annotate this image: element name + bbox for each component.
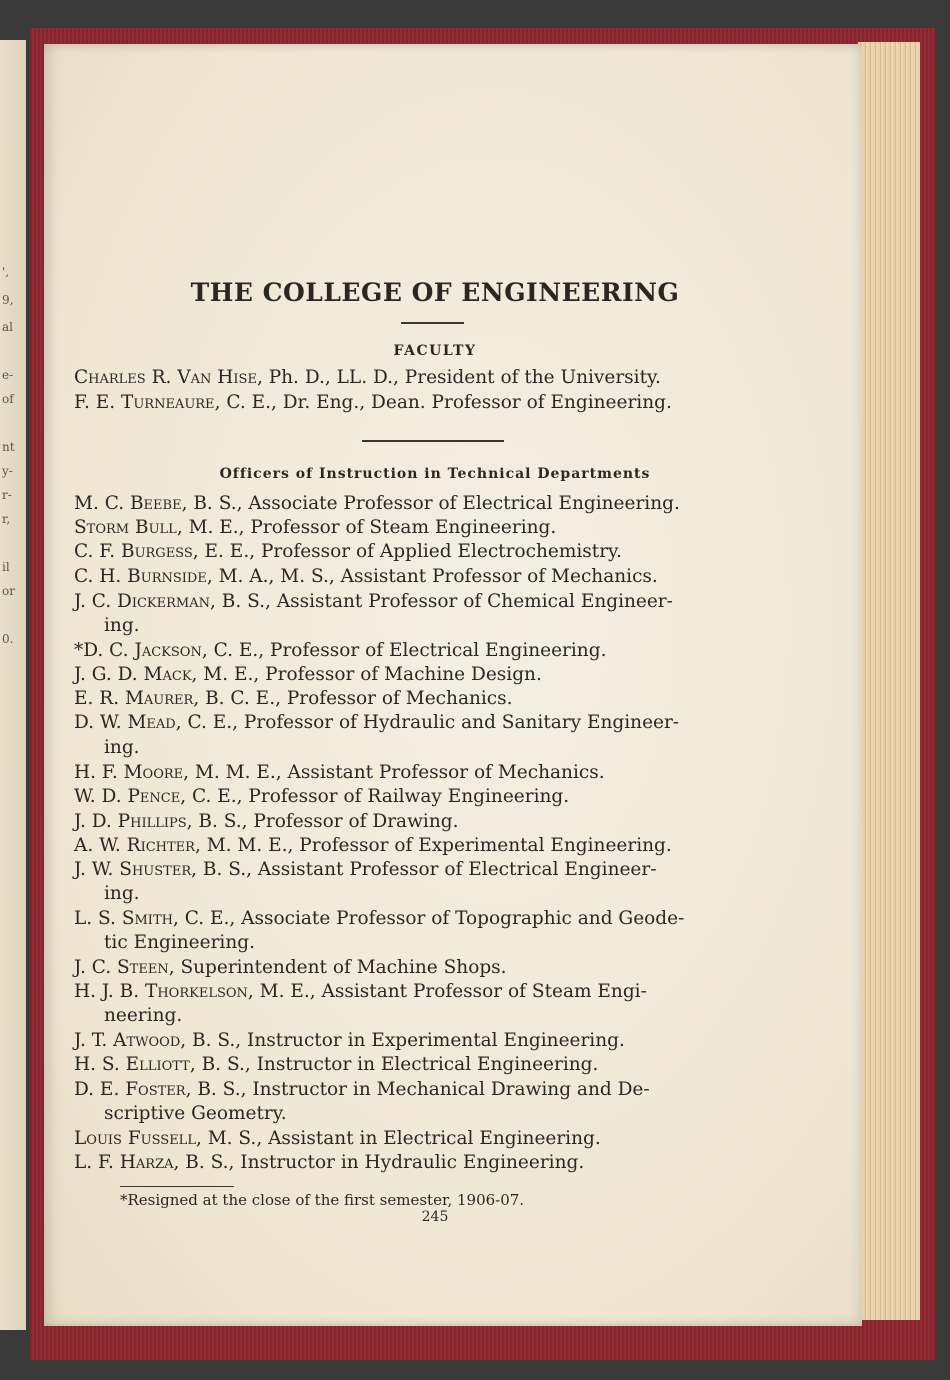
officer-entry bbox=[74, 980, 647, 1005]
officer-entry bbox=[74, 516, 556, 541]
officer-details: , M. M. E., Professor of Experimental Engineering. bbox=[194, 835, 672, 856]
officer-details: , B. S., Assistant Professor of Chemical Engineer- bbox=[209, 591, 673, 612]
officer-details: , B. S., Instructor in Hydraulic Engineering. bbox=[173, 1152, 585, 1173]
officer-details: , C. E., Professor of Hydraulic and Sanitary Engineer- bbox=[175, 712, 680, 733]
officer-entry-continuation: neering. bbox=[104, 1005, 183, 1026]
officer-details: , M. E., Assistant Professor of Steam Engi- bbox=[247, 981, 647, 1002]
officer-entry bbox=[74, 565, 658, 590]
officer-details: , M. S., Assistant in Electrical Engineering. bbox=[195, 1128, 601, 1149]
title-rule bbox=[401, 322, 464, 324]
left-page-fragment: or bbox=[2, 584, 15, 598]
faculty-details: , C. E., Dr. Eng., Dean. Professor of Engineering. bbox=[214, 392, 672, 413]
officer-entry-continuation: tic Engineering. bbox=[104, 932, 255, 953]
officer-name: J. C. Dickerman bbox=[74, 591, 210, 612]
officer-name: Storm Bull bbox=[74, 517, 177, 538]
officer-entry bbox=[74, 687, 513, 712]
officer-details: , C. E., Associate Professor of Topographic and Geode- bbox=[172, 908, 685, 929]
officer-name: D. E. Foster bbox=[74, 1079, 186, 1100]
left-page-fragment: nt bbox=[2, 440, 15, 454]
officer-name: J. W. Shuster bbox=[74, 859, 192, 880]
footnote-rule bbox=[120, 1186, 234, 1187]
officer-entry bbox=[74, 639, 606, 664]
book-page bbox=[44, 44, 862, 1326]
officer-name: H. S. Elliott bbox=[74, 1054, 190, 1075]
left-page-fragment: r, bbox=[2, 512, 11, 526]
officer-name: H. J. B. Thorkelson bbox=[74, 981, 248, 1002]
officer-name: J. D. Phillips bbox=[74, 811, 187, 832]
officer-entry bbox=[74, 590, 673, 615]
left-page-fragment: al bbox=[2, 320, 13, 334]
officer-entry bbox=[74, 761, 605, 786]
page-number: 245 bbox=[421, 1209, 449, 1225]
officer-entry bbox=[74, 1029, 625, 1054]
officer-name: M. C. Beebe bbox=[74, 493, 182, 514]
left-page-fragment: of bbox=[2, 392, 14, 406]
officer-entry bbox=[74, 1078, 650, 1103]
officer-details: , B. C. E., Professor of Mechanics. bbox=[193, 688, 513, 709]
officer-entry bbox=[74, 785, 569, 810]
officer-entry bbox=[74, 540, 622, 565]
officer-entry bbox=[74, 810, 458, 835]
officer-entry bbox=[74, 1151, 584, 1176]
officer-name: Louis Fussell bbox=[74, 1128, 196, 1149]
officer-entry bbox=[74, 907, 684, 932]
faculty-name: F. E. Turneaure bbox=[74, 392, 215, 413]
officer-name: *D. C. Jackson bbox=[74, 640, 202, 661]
officer-name: A. W. Richter bbox=[74, 835, 195, 856]
officer-details: , M. E., Professor of Steam Engineering. bbox=[176, 517, 557, 538]
officer-name: C. F. Burgess bbox=[74, 541, 193, 562]
officer-entry bbox=[74, 711, 679, 736]
left-page-fragment: il bbox=[2, 560, 10, 574]
officer-entry-continuation: scriptive Geometry. bbox=[104, 1103, 287, 1124]
officer-details: , B. S., Instructor in Experimental Engineering. bbox=[180, 1030, 625, 1051]
officer-details: , C. E., Professor of Railway Engineering. bbox=[180, 786, 570, 807]
officer-name: E. R. Maurer bbox=[74, 688, 194, 709]
left-page-fragment: e- bbox=[2, 368, 14, 382]
page-title: THE COLLEGE OF ENGINEERING bbox=[190, 278, 680, 307]
left-page-fragment: r- bbox=[2, 488, 12, 502]
faculty-entry bbox=[74, 391, 672, 416]
officer-entry bbox=[74, 956, 507, 981]
officer-details: , M. A., M. S., Assistant Professor of Mechanics. bbox=[206, 566, 658, 587]
officer-name: W. D. Pence bbox=[74, 786, 181, 807]
officer-details: , B. S., Assistant Professor of Electrical Engineer- bbox=[191, 859, 657, 880]
officer-entry bbox=[74, 1053, 598, 1078]
officer-details: , B. S., Associate Professor of Electrical Engineering. bbox=[181, 493, 680, 514]
officer-entry-continuation: ing. bbox=[104, 615, 140, 636]
faculty-entry bbox=[74, 366, 661, 391]
officer-details: , M. E., Professor of Machine Design. bbox=[191, 664, 542, 685]
officer-entry bbox=[74, 1127, 601, 1152]
officer-entry bbox=[74, 492, 680, 517]
officer-name: L. S. Smith bbox=[74, 908, 173, 929]
faculty-details: , Ph. D., LL. D., President of the University. bbox=[256, 367, 661, 388]
officer-entry-continuation: ing. bbox=[104, 737, 140, 758]
officer-name: L. F. Harza bbox=[74, 1152, 174, 1173]
officer-details: , M. M. E., Assistant Professor of Mechanics. bbox=[183, 762, 605, 783]
page-block-edge bbox=[858, 42, 920, 1320]
officer-details: , B. S., Instructor in Electrical Engineering. bbox=[189, 1054, 599, 1075]
officer-details: , B. S., Professor of Drawing. bbox=[186, 811, 459, 832]
left-page-fragment: 9, bbox=[2, 293, 14, 307]
officer-name: J. T. Atwood bbox=[74, 1030, 181, 1051]
left-page-fragment: 0. bbox=[2, 632, 14, 646]
officer-name: H. F. Moore bbox=[74, 762, 184, 783]
officer-details: , Superintendent of Machine Shops. bbox=[168, 957, 507, 978]
officer-details: , E. E., Professor of Applied Electrochemistry. bbox=[192, 541, 622, 562]
officer-entry-continuation: ing. bbox=[104, 883, 140, 904]
officer-name: J. G. D. Mack bbox=[74, 664, 192, 685]
officer-entry bbox=[74, 858, 656, 883]
footnote: *Resigned at the close of the first semester, 1906-07. bbox=[120, 1191, 525, 1209]
officer-name: C. H. Burnside bbox=[74, 566, 207, 587]
left-page-fragment: ', bbox=[2, 265, 10, 279]
officer-name: J. C. Steen bbox=[74, 957, 169, 978]
officer-entry bbox=[74, 834, 672, 859]
officer-name: D. W. Mead bbox=[74, 712, 176, 733]
officers-heading: Officers of Instruction in Technical Departments bbox=[219, 466, 651, 482]
left-page-edge bbox=[0, 40, 26, 1330]
left-page-fragment: y- bbox=[2, 464, 13, 478]
officer-entry bbox=[74, 663, 542, 688]
officer-details: , B. S., Instructor in Mechanical Drawing and De- bbox=[185, 1079, 650, 1100]
officer-details: , C. E., Professor of Electrical Engineering. bbox=[201, 640, 607, 661]
faculty-name: Charles R. Van Hise bbox=[74, 367, 257, 388]
section-rule bbox=[362, 440, 504, 442]
faculty-heading: FACULTY bbox=[393, 343, 477, 359]
